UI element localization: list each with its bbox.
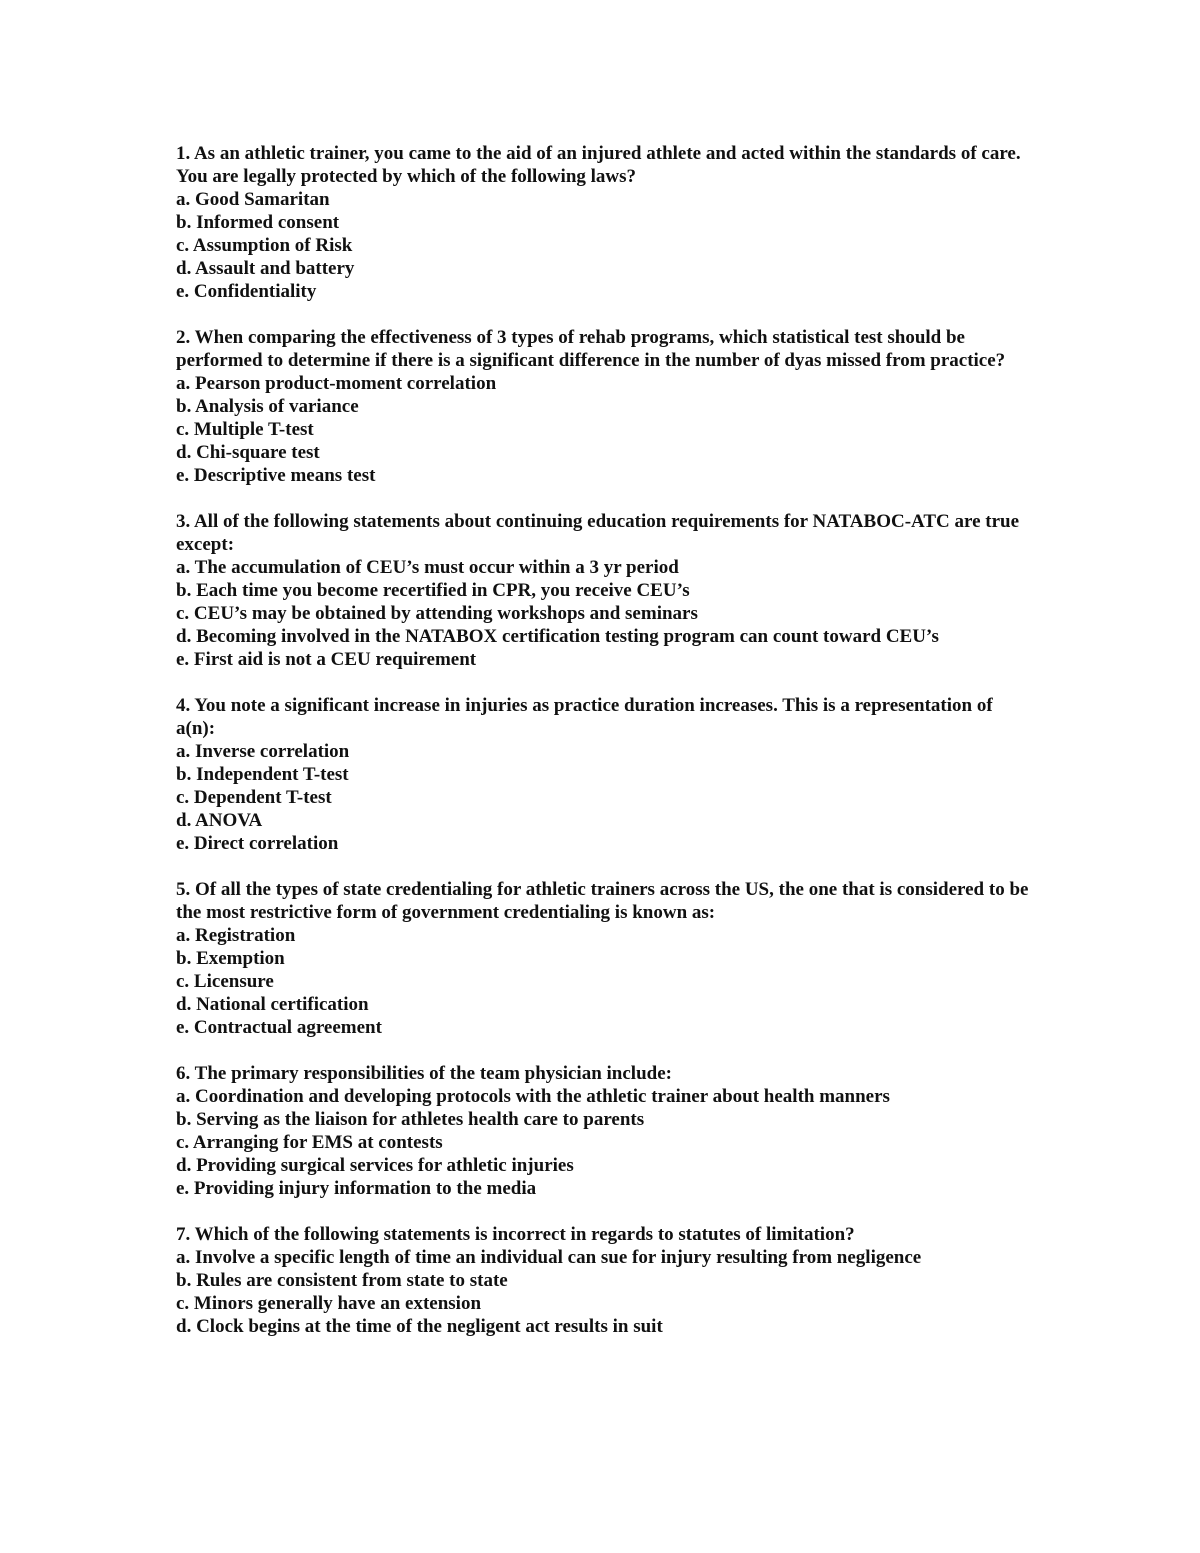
answer-option: b. Serving as the liaison for athletes health care to parents	[176, 1109, 645, 1130]
question-stem: 3. All of the following statements about continuing education requirements for NATABOC-ATC are true except:	[176, 511, 1020, 555]
question-stem: 7. Which of the following statements is incorrect in regards to statutes of limitation?	[176, 1224, 855, 1245]
answer-option: b. Analysis of variance	[176, 396, 359, 417]
question-5	[176, 878, 1036, 1039]
answer-option: d. Providing surgical services for athletic injuries	[176, 1155, 574, 1176]
answer-option: e. First aid is not a CEU requirement	[176, 649, 477, 670]
question-stem: 5. Of all the types of state credentialing for athletic trainers across the US, the one that is considered to be the most restrictive form of government credentialing is known as:	[176, 879, 1029, 923]
answer-option: a. The accumulation of CEU’s must occur within a 3 yr period	[176, 557, 679, 578]
question-stem: 6. The primary responsibilities of the team physician include:	[176, 1063, 672, 1084]
answer-option: c. Assumption of Risk	[176, 235, 353, 256]
question-stem: 2. When comparing the effectiveness of 3 types of rehab programs, which statistical test should be performed to determine if there is a significant difference in the number of dyas missed from practice?	[176, 327, 1006, 371]
answer-option: c. Arranging for EMS at contests	[176, 1132, 443, 1153]
answer-option: a. Registration	[176, 925, 296, 946]
question-stem: 4. You note a significant increase in injuries as practice duration increases. This is a representation of a(n):	[176, 695, 993, 739]
answer-option: b. Each time you become recertified in CPR, you receive CEU’s	[176, 580, 690, 601]
answer-option: c. Minors generally have an extension	[176, 1293, 482, 1314]
answer-option: a. Coordination and developing protocols with the athletic trainer about health manners	[176, 1086, 890, 1107]
answer-option: e. Confidentiality	[176, 281, 317, 302]
question-3	[176, 510, 1036, 671]
answer-option: c. Multiple T-test	[176, 419, 314, 440]
answer-option: a. Involve a specific length of time an individual can sue for injury resulting from negligence	[176, 1247, 922, 1268]
answer-option: c. Licensure	[176, 971, 274, 992]
answer-option: d. ANOVA	[176, 810, 263, 831]
answer-option: a. Pearson product-moment correlation	[176, 373, 497, 394]
answer-option: e. Providing injury information to the media	[176, 1178, 537, 1199]
answer-option: d. Assault and battery	[176, 258, 355, 279]
question-list	[176, 142, 1036, 1361]
question-4	[176, 694, 1036, 855]
answer-option: b. Informed consent	[176, 212, 340, 233]
answer-option: a. Good Samaritan	[176, 189, 330, 210]
answer-option: d. National certification	[176, 994, 369, 1015]
answer-option: d. Clock begins at the time of the negligent act results in suit	[176, 1316, 663, 1337]
answer-option: a. Inverse correlation	[176, 741, 350, 762]
answer-option: e. Direct correlation	[176, 833, 339, 854]
answer-option: d. Becoming involved in the NATABOX certification testing program can count toward CEU’s	[176, 626, 939, 647]
answer-option: c. CEU’s may be obtained by attending workshops and seminars	[176, 603, 698, 624]
question-6	[176, 1062, 1036, 1200]
answer-option: b. Independent T-test	[176, 764, 349, 785]
answer-option: b. Rules are consistent from state to state	[176, 1270, 508, 1291]
answer-option: e. Contractual agreement	[176, 1017, 382, 1038]
question-7	[176, 1223, 1036, 1338]
answer-option: b. Exemption	[176, 948, 285, 969]
answer-option: c. Dependent T-test	[176, 787, 332, 808]
answer-option: e. Descriptive means test	[176, 465, 376, 486]
question-1	[176, 142, 1036, 303]
question-stem: 1. As an athletic trainer, you came to the aid of an injured athlete and acted within the standards of care. You are legally protected by which of the following laws?	[176, 143, 1021, 187]
answer-option: d. Chi-square test	[176, 442, 320, 463]
question-2	[176, 326, 1036, 487]
